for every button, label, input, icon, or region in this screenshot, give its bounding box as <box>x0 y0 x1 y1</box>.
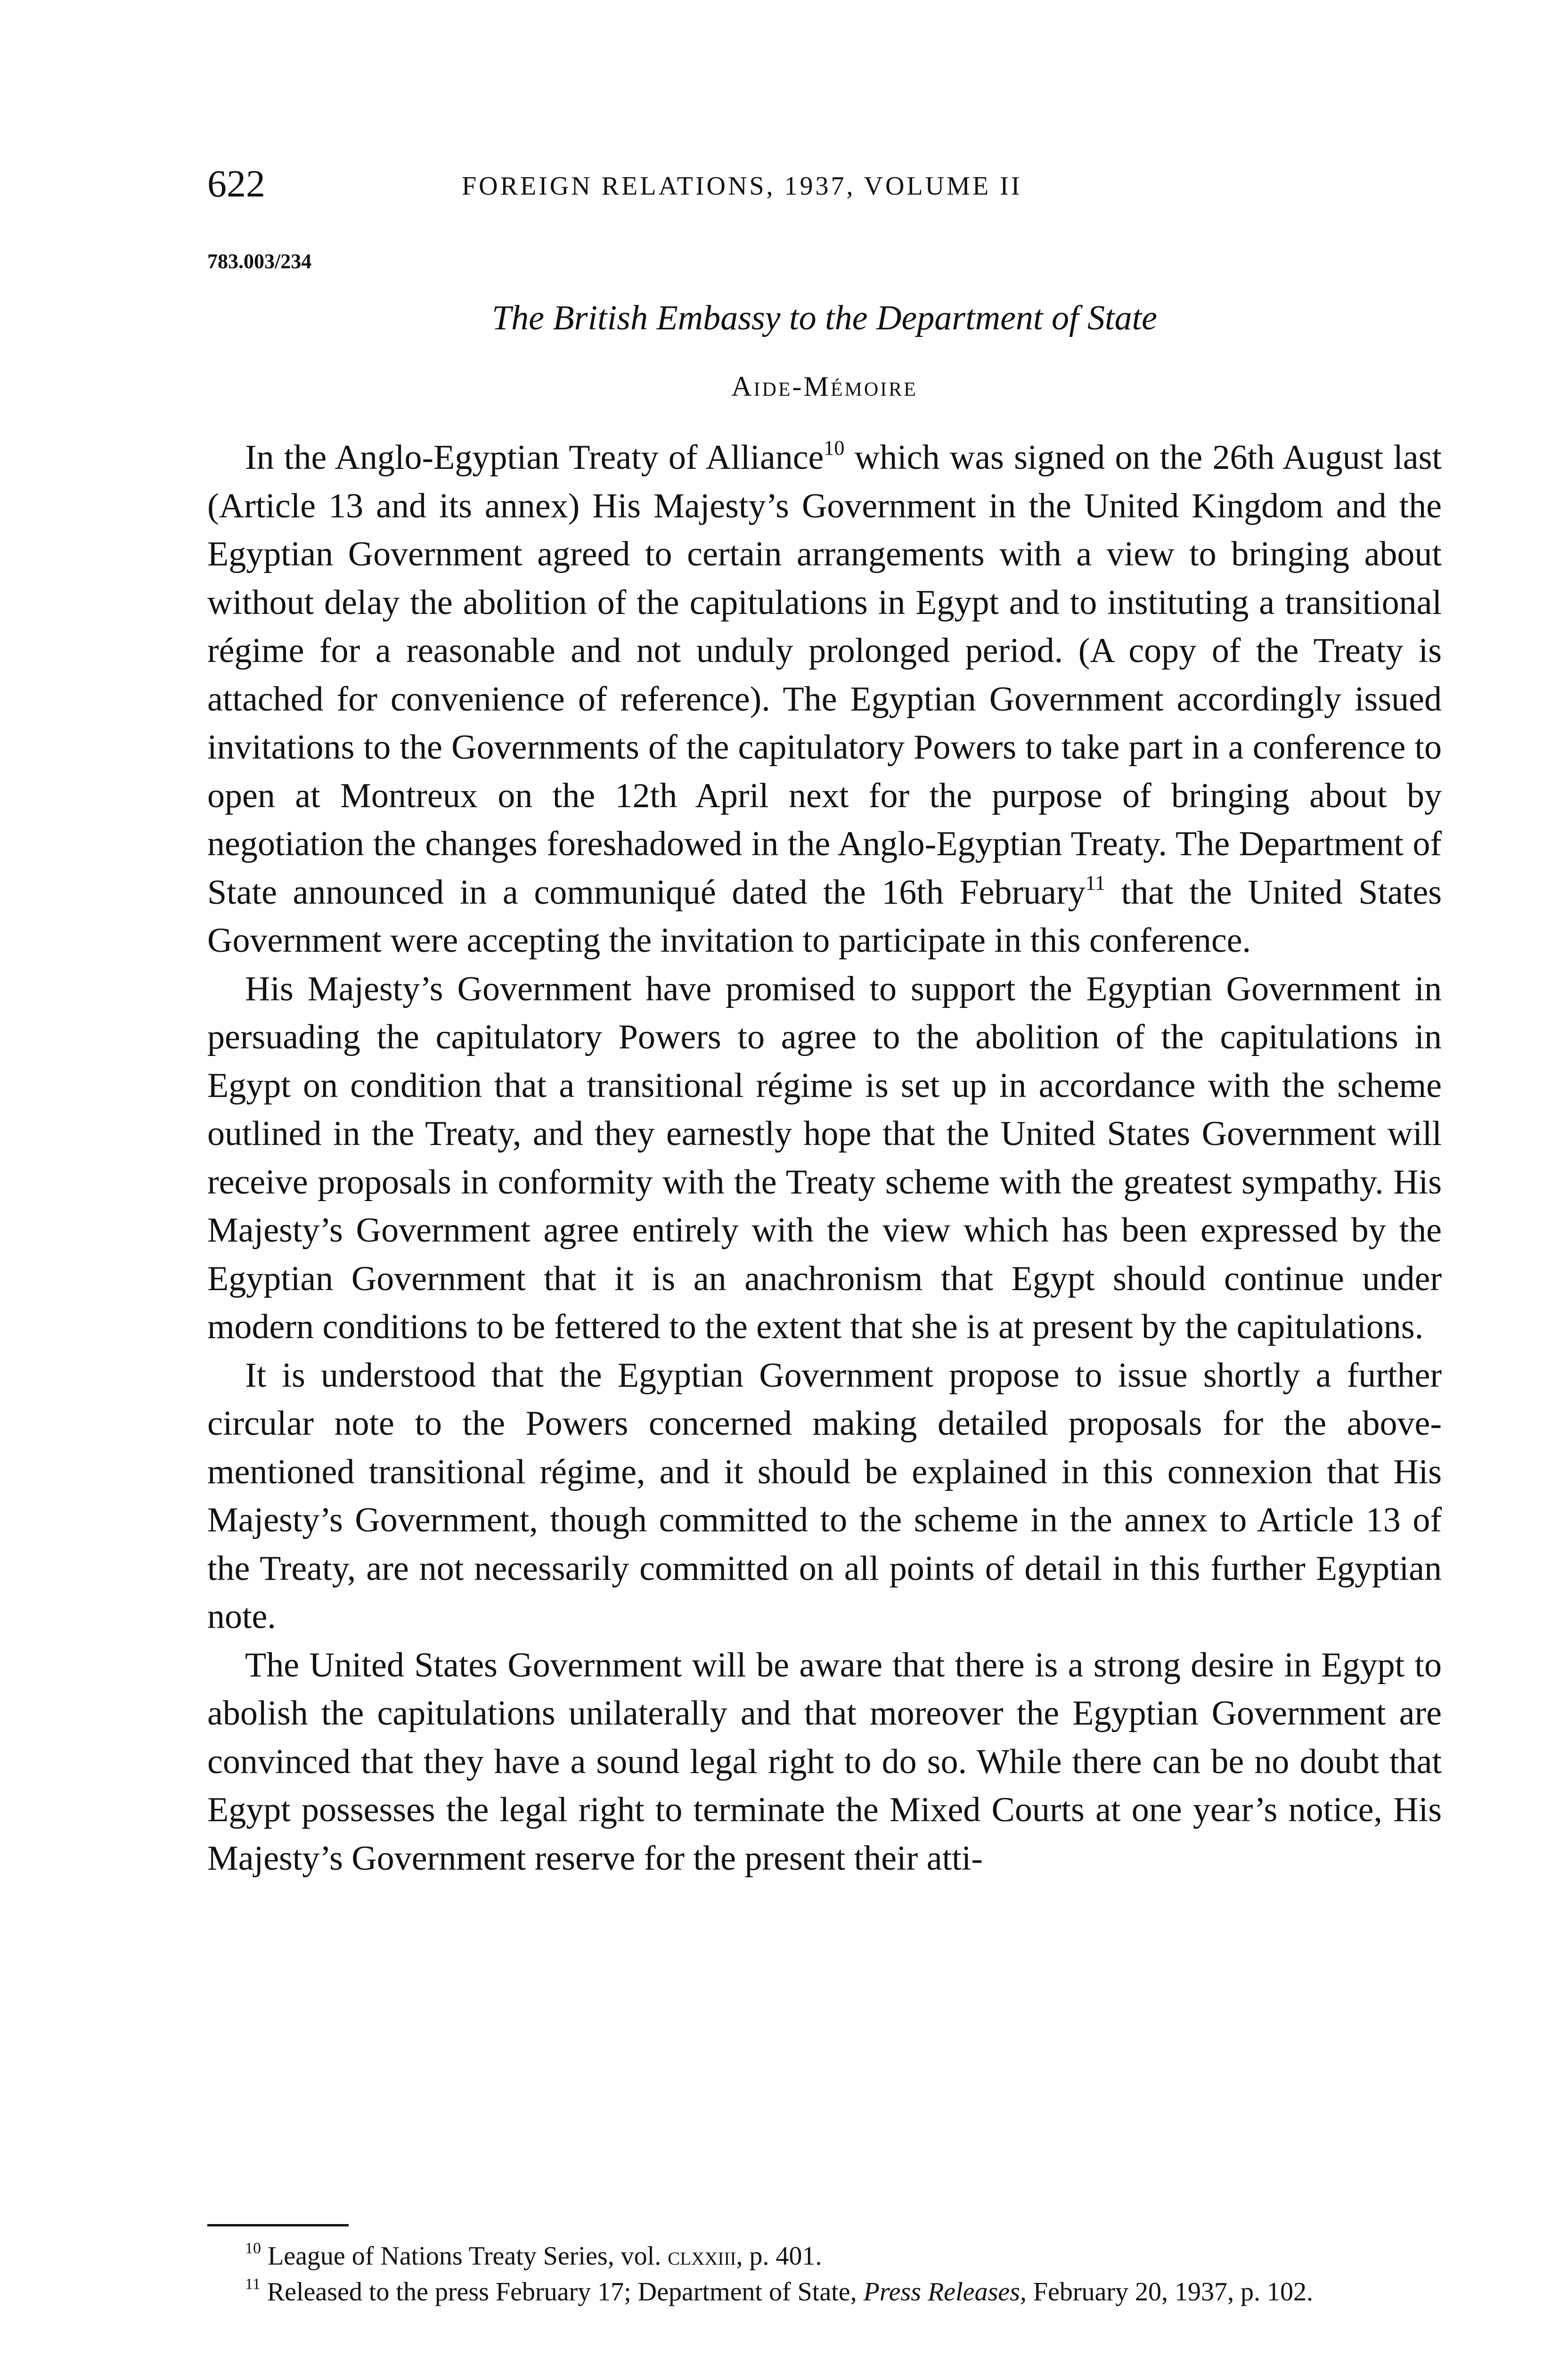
footnote-text: League of Nations Treaty Series, vol. <box>268 2241 668 2271</box>
file-number: 783.003/234 <box>207 250 312 273</box>
footnotes <box>207 2238 1442 2310</box>
text-segment: It is understood that the Egyptian Government propose to issue shortly a further circular note to the Powers concerned making detailed proposals for the above-mentioned transitional régime, and it should be explained in this connexion that His Majesty’s Government, though committed to the scheme in the annex to Article 13 of the Treaty, are not necessarily committed on all points of detail in this further Egyptian note. <box>207 1356 1442 1636</box>
text-segment: which was signed on the 26th August last (Article 13 and its annex) His Majesty’s Government in the United Kingdom and the Egyptian Government agreed to certain arrangements with a view to bringing about without delay the abolition of the capitulations in Egypt and to instituting a transitional régime for a reasonable and not unduly prolonged period. (A copy of the Treaty is attached for convenience of reference). The Egyptian Government accordingly issued invitations to the Governments of the capitulatory Powers to take part in a conference to open at Montreux on the 12th April next for the purpose of bringing about by negotiation the changes foreshadowed in the Anglo-Egyptian Treaty. The Department of State announced in a communiqué dated the 16th February <box>207 438 1442 912</box>
footnote-11 <box>207 2274 1442 2310</box>
footnote-divider <box>207 2224 349 2226</box>
footnote-number: 11 <box>245 2275 261 2293</box>
footnote-text: , p. 401. <box>736 2241 822 2271</box>
paragraph-3 <box>207 1351 1442 1641</box>
document-type: Aide-Mémoire <box>731 371 918 402</box>
text-segment: His Majesty’s Government have promised to support the Egyptian Government in persuading the capitulatory Powers to agree to the abolition of the capitulations in Egypt on condition that a transitional régime is set up in accordance with the scheme outlined in the Treaty, and they earnestly hope that the United States Government will receive proposals in conformity with the Treaty scheme with the greatest sympathy. His Majesty’s Government agree entirely with the view which has been expressed by the Egyptian Government that it is an anachronism that Egypt should continue under modern conditions to be fettered to the extent that she is at present by the capitulations. <box>207 969 1442 1346</box>
footnote-number: 10 <box>245 2240 261 2257</box>
paragraph-4 <box>207 1641 1442 1883</box>
footnote-publication: Press Releases, <box>863 2277 1027 2307</box>
footnote-text: Released to the press February 17; Department of State, <box>267 2277 864 2307</box>
footnote-10 <box>207 2238 1442 2274</box>
running-head: FOREIGN RELATIONS, 1937, VOLUME II <box>462 172 1022 201</box>
document-title: The British Embassy to the Department of State <box>491 299 1158 337</box>
page-number: 622 <box>207 162 265 205</box>
footnote-text: February 20, 1937, p. 102. <box>1026 2277 1314 2307</box>
text-segment: The United States Government will be aware that there is a strong desire in Egypt to abolish the capitulations unilaterally and that moreover the Egyptian Government are convinced that they have a sound legal right to do so. While there can be no doubt that Egypt possesses the legal right to terminate the Mixed Courts at one year’s notice, His Majesty’s Government reserve for the present their atti- <box>207 1645 1442 1878</box>
paragraph-1 <box>207 434 1442 965</box>
footnote-ref-11: 11 <box>1085 871 1105 894</box>
text-segment: that the United States Government were accepting the invitation to participate in this conference. <box>207 873 1442 960</box>
footnote-volume: clxxiii <box>668 2241 736 2271</box>
paragraph-2 <box>207 965 1442 1351</box>
body-text <box>207 434 1442 1882</box>
footnote-ref-10: 10 <box>824 436 845 459</box>
page-header <box>207 160 1442 212</box>
text-segment: In the Anglo-Egyptian Treaty of Alliance <box>245 438 824 477</box>
